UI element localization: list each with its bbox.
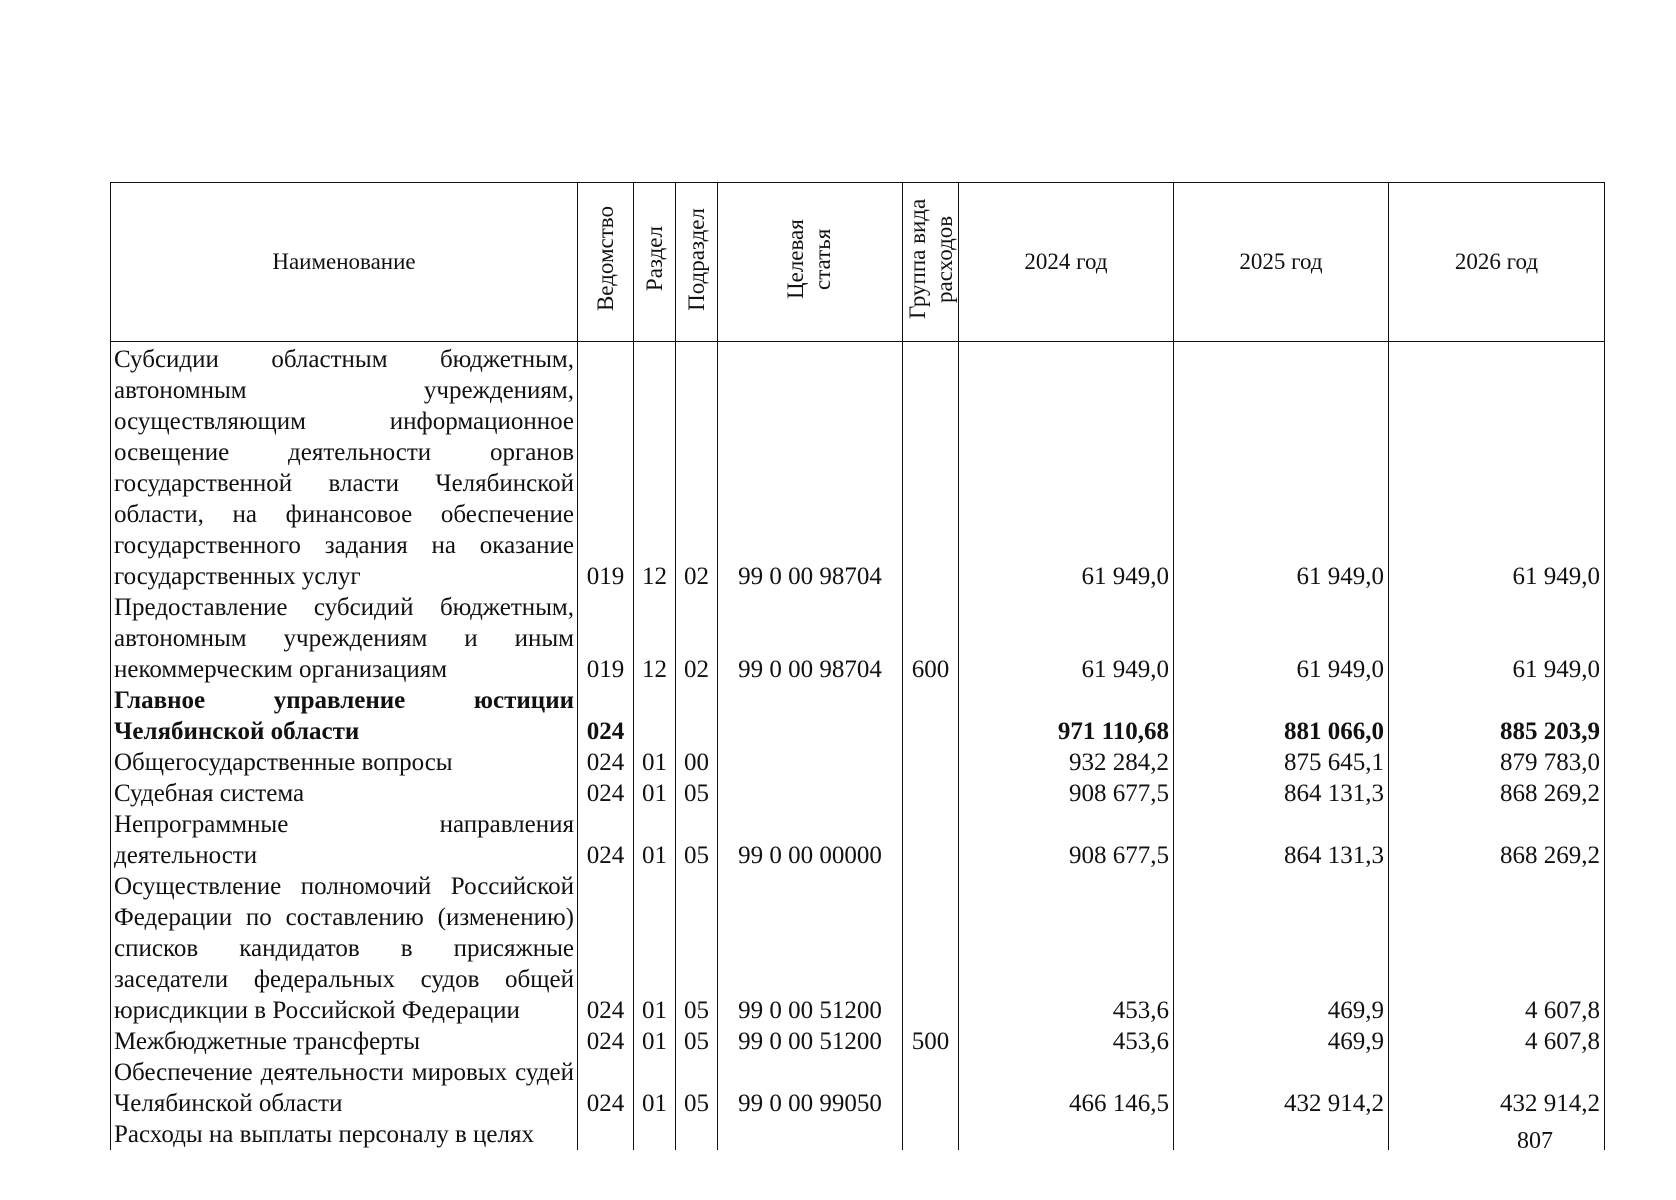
cell-expense-group: 600 [903, 592, 959, 685]
cell-subsection: 02 [676, 342, 718, 593]
header-year-2024: 2024 год [959, 183, 1174, 342]
cell-target-article [718, 747, 903, 778]
cell-expense-group [903, 342, 959, 593]
cell-subsection: 02 [676, 592, 718, 685]
table-row [111, 685, 1605, 747]
cell-target-article: 99 0 00 98704 [718, 592, 903, 685]
cell-2025: 432 914,2 [1174, 1057, 1389, 1119]
page-number: 807 [1517, 1128, 1553, 1154]
cell-2026: 868 269,2 [1389, 809, 1605, 871]
cell-2026: 432 914,2 [1389, 1057, 1605, 1119]
cell-expense-group: 500 [903, 1026, 959, 1057]
cell-section: 01 [634, 1026, 676, 1057]
cell-department: 024 [578, 747, 634, 778]
cell-2025: 864 131,3 [1174, 778, 1389, 809]
cell-name: Общегосударственные вопросы [111, 747, 578, 778]
cell-2026: 879 783,0 [1389, 747, 1605, 778]
cell-name: Обеспечение деятельности мировых судей Челябинской области [111, 1057, 578, 1119]
cell-expense-group [903, 778, 959, 809]
cell-department: 019 [578, 342, 634, 593]
cell-name: Осуществление полномочий Российской Федерации по составлению (изменению) списков кандидатов в присяжные заседатели федеральных судов общей юрисдикции в Российской Федерации [111, 871, 578, 1026]
table-row [111, 1119, 1605, 1150]
cell-name: Судебная система [111, 778, 578, 809]
table-header-row [111, 183, 1605, 342]
cell-2026: 885 203,9 [1389, 685, 1605, 747]
table-row [111, 778, 1605, 809]
cell-expense-group [903, 685, 959, 747]
cell-section: 01 [634, 871, 676, 1026]
cell-target-article: 99 0 00 00000 [718, 809, 903, 871]
cell-subsection: 00 [676, 747, 718, 778]
cell-name: Расходы на выплаты персоналу в целях [111, 1119, 578, 1150]
table-row [111, 1057, 1605, 1119]
cell-2024: 908 677,5 [959, 778, 1174, 809]
table-body [111, 342, 1605, 1151]
cell-2024: 932 284,2 [959, 747, 1174, 778]
cell-subsection: 05 [676, 778, 718, 809]
cell-subsection [676, 685, 718, 747]
cell-expense-group [903, 871, 959, 1026]
cell-department: 024 [578, 778, 634, 809]
cell-2025: 881 066,0 [1174, 685, 1389, 747]
cell-2026: 4 607,8 [1389, 1026, 1605, 1057]
cell-2024: 453,6 [959, 1026, 1174, 1057]
cell-2024: 61 949,0 [959, 342, 1174, 593]
cell-expense-group [903, 747, 959, 778]
cell-subsection: 05 [676, 809, 718, 871]
cell-2024: 61 949,0 [959, 592, 1174, 685]
cell-expense-group [903, 1057, 959, 1119]
cell-2025: 61 949,0 [1174, 592, 1389, 685]
cell-2026: 4 607,8 [1389, 871, 1605, 1026]
table-row [111, 592, 1605, 685]
cell-2024: 453,6 [959, 871, 1174, 1026]
cell-section: 12 [634, 592, 676, 685]
cell-2026: 61 949,0 [1389, 592, 1605, 685]
cell-name: Предоставление субсидий бюджетным, автономным учреждениям и иным некоммерческим организациям [111, 592, 578, 685]
cell-2026 [1389, 1119, 1605, 1150]
header-year-2026: 2026 год [1389, 183, 1605, 342]
table-row [111, 809, 1605, 871]
cell-department [578, 1119, 634, 1150]
cell-subsection [676, 1119, 718, 1150]
cell-2025: 469,9 [1174, 871, 1389, 1026]
cell-section: 01 [634, 809, 676, 871]
cell-section: 01 [634, 1057, 676, 1119]
cell-name: Межбюджетные трансферты [111, 1026, 578, 1057]
cell-name: Главное управление юстиции Челябинской области [111, 685, 578, 747]
cell-section [634, 685, 676, 747]
cell-subsection: 05 [676, 1026, 718, 1057]
cell-subsection: 05 [676, 871, 718, 1026]
header-section: Раздел [634, 183, 676, 342]
cell-2024: 908 677,5 [959, 809, 1174, 871]
budget-table [110, 182, 1605, 1150]
cell-target-article: 99 0 00 99050 [718, 1057, 903, 1119]
cell-target-article: 99 0 00 51200 [718, 1026, 903, 1057]
cell-department: 024 [578, 1057, 634, 1119]
cell-department: 024 [578, 1026, 634, 1057]
cell-department: 019 [578, 592, 634, 685]
cell-target-article: 99 0 00 51200 [718, 871, 903, 1026]
cell-target-article [718, 778, 903, 809]
table-row [111, 1026, 1605, 1057]
cell-2024: 466 146,5 [959, 1057, 1174, 1119]
cell-2025: 864 131,3 [1174, 809, 1389, 871]
header-subsection: Подраздел [676, 183, 718, 342]
cell-2025 [1174, 1119, 1389, 1150]
header-target-article: Целевая статья [718, 183, 903, 342]
cell-department: 024 [578, 685, 634, 747]
cell-section [634, 1119, 676, 1150]
cell-department: 024 [578, 871, 634, 1026]
cell-target-article: 99 0 00 98704 [718, 342, 903, 593]
cell-2025: 469,9 [1174, 1026, 1389, 1057]
cell-2025: 61 949,0 [1174, 342, 1389, 593]
table-row [111, 342, 1605, 593]
cell-department: 024 [578, 809, 634, 871]
cell-expense-group [903, 809, 959, 871]
cell-name: Непрограммные направления деятельности [111, 809, 578, 871]
cell-2025: 875 645,1 [1174, 747, 1389, 778]
cell-target-article [718, 1119, 903, 1150]
cell-2024 [959, 1119, 1174, 1150]
cell-section: 01 [634, 747, 676, 778]
cell-2026: 61 949,0 [1389, 342, 1605, 593]
header-expense-group: Группа вида расходов [903, 183, 959, 342]
table-row [111, 871, 1605, 1026]
cell-target-article [718, 685, 903, 747]
table-row [111, 747, 1605, 778]
cell-expense-group [903, 1119, 959, 1150]
cell-name: Субсидии областным бюджетным, автономным учреждениям, осуществляющим информационное освещение деятельности органов государственной власти Челябинской области, на финансовое обеспечение государственного задания на оказание государственных услуг [111, 342, 578, 593]
cell-section: 12 [634, 342, 676, 593]
cell-2026: 868 269,2 [1389, 778, 1605, 809]
header-name: Наименование [111, 183, 578, 342]
header-department: Ведомство [578, 183, 634, 342]
cell-subsection: 05 [676, 1057, 718, 1119]
cell-2024: 971 110,68 [959, 685, 1174, 747]
header-year-2025: 2025 год [1174, 183, 1389, 342]
cell-section: 01 [634, 778, 676, 809]
